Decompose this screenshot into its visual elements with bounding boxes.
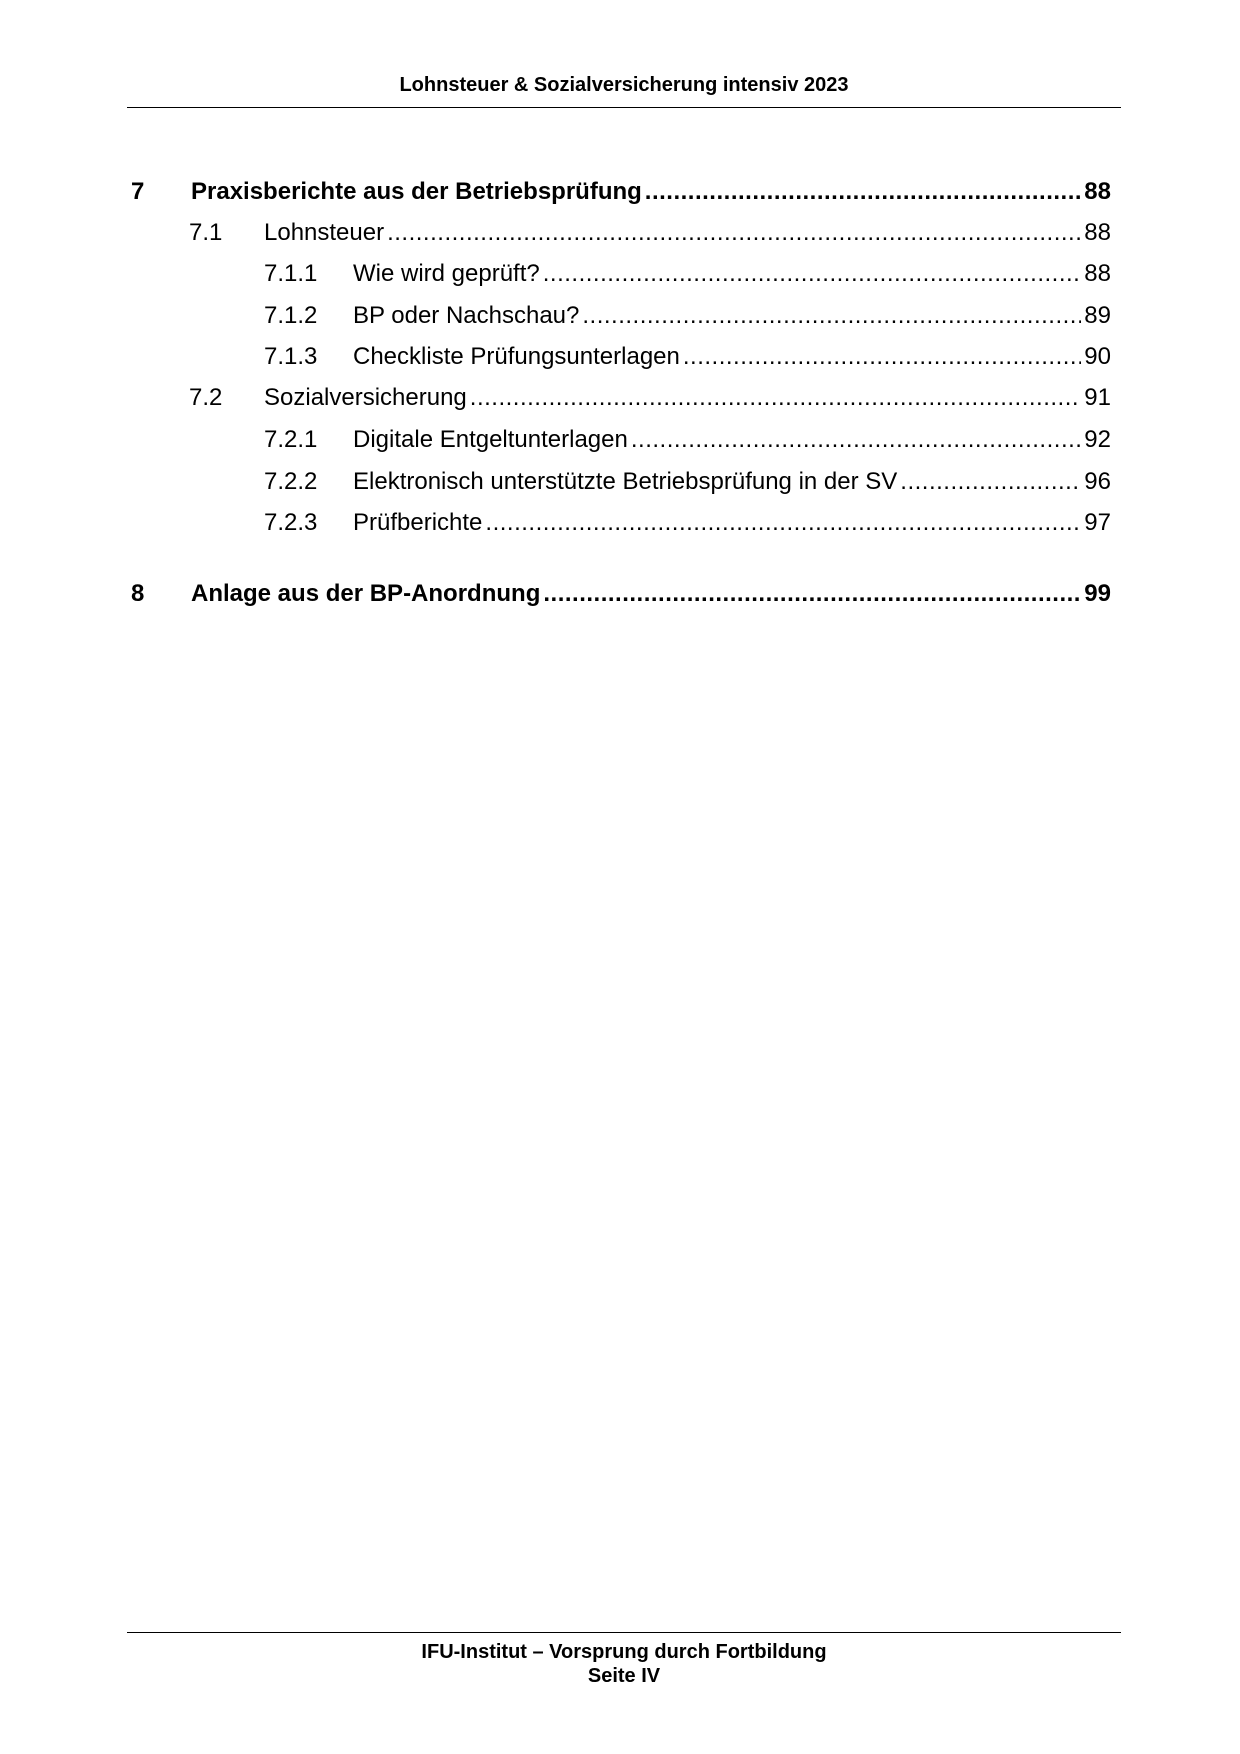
toc-page-number: 99 [1084, 580, 1111, 607]
toc-title: Prüfberichte [353, 509, 483, 536]
toc-entry-7-2-3[interactable] [131, 503, 1111, 543]
toc-title: Praxisberichte aus der Betriebsprüfung [191, 178, 642, 205]
toc-dot-leader [900, 462, 1081, 502]
toc-page-number: 90 [1084, 343, 1111, 370]
toc-number: 7.1.3 [264, 343, 318, 370]
toc-page-number: 88 [1084, 219, 1111, 246]
toc-dot-leader [582, 296, 1081, 336]
toc-title: Lohnsteuer [264, 219, 385, 246]
footer-institute: IFU-Institut – Vorsprung durch Fortbildung [421, 1641, 827, 1663]
toc-number: 7.2.2 [264, 468, 318, 495]
toc-number: 7.1.1 [264, 260, 318, 287]
toc-page-number: 96 [1084, 468, 1111, 495]
toc-entry-8[interactable] [131, 574, 1111, 614]
toc-dot-leader [543, 254, 1082, 294]
toc-title: Elektronisch unterstützte Betriebsprüfung in der SV [353, 468, 898, 495]
footer-rule [127, 1632, 1121, 1633]
toc-entry-7-1[interactable] [131, 213, 1111, 253]
toc-dot-leader [543, 574, 1081, 614]
toc-number: 7.1 [189, 219, 223, 246]
toc-title: Wie wird geprüft? [353, 260, 540, 287]
toc-title: Checkliste Prüfungsunterlagen [353, 343, 680, 370]
toc-title: Anlage aus der BP-Anordnung [191, 580, 541, 607]
toc-number: 7.1.2 [264, 302, 318, 329]
toc-dot-leader [631, 420, 1081, 460]
toc-dot-leader [485, 503, 1081, 543]
toc-page-number: 92 [1084, 426, 1111, 453]
toc-number: 7.2.3 [264, 509, 318, 536]
toc-dot-leader [387, 213, 1081, 253]
toc-page-number: 88 [1084, 178, 1111, 205]
footer-page-number: Seite IV [587, 1665, 661, 1687]
header-rule [127, 107, 1121, 108]
toc-dot-leader [645, 172, 1082, 212]
toc-entry-7-1-1[interactable] [131, 254, 1111, 294]
toc-number: 7.2 [189, 384, 223, 411]
toc-title: BP oder Nachschau? [353, 302, 580, 329]
toc-entry-7-2-1[interactable] [131, 420, 1111, 460]
toc-entry-7-2[interactable] [131, 378, 1111, 418]
toc-page-number: 89 [1084, 302, 1111, 329]
toc-page-number: 91 [1084, 384, 1111, 411]
toc-page-number: 97 [1084, 509, 1111, 536]
toc-dot-leader [470, 378, 1082, 418]
toc-entry-7-1-2[interactable] [131, 296, 1111, 336]
running-header-title: Lohnsteuer & Sozialversicherung intensiv 2023 [399, 74, 849, 96]
toc-title: Sozialversicherung [264, 384, 467, 411]
toc-number: 8 [131, 580, 145, 607]
toc-number: 7 [131, 178, 145, 205]
toc-entry-7-1-3[interactable] [131, 337, 1111, 377]
toc-page-number: 88 [1084, 260, 1111, 287]
toc-entry-7-2-2[interactable] [131, 462, 1111, 502]
toc-entry-7[interactable] [131, 172, 1111, 212]
toc-title: Digitale Entgeltunterlagen [353, 426, 628, 453]
toc-number: 7.2.1 [264, 426, 318, 453]
toc-dot-leader [683, 337, 1081, 377]
